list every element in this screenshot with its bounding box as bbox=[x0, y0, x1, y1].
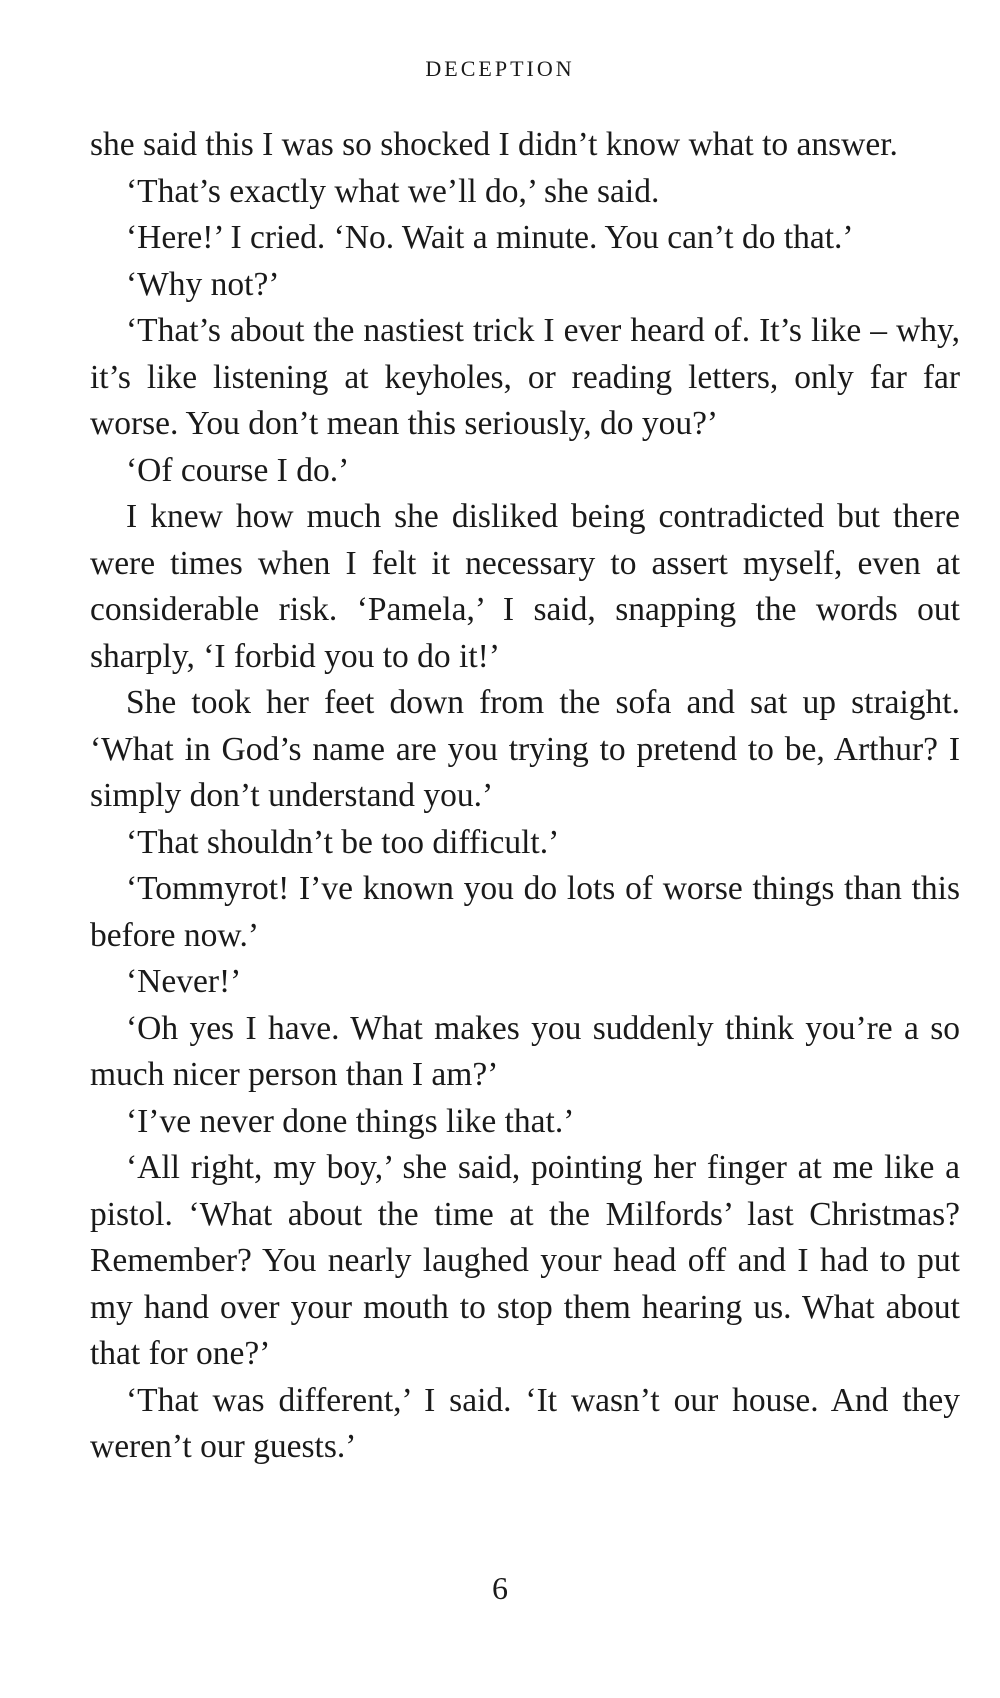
paragraph: I knew how much she disliked being contradicted but there were times when I felt it necessary to assert myself, even at considerable risk. ‘Pamela,’ I said, snapping the words out sharply, ‘I forbid you to do it!’ bbox=[90, 498, 960, 675]
paragraph: she said this I was so shocked I didn’t know what to answer. bbox=[90, 126, 898, 163]
paragraph: ‘That’s about the nastiest trick I ever heard of. It’s like – why, it’s like listening at keyholes, or reading letters, only far far worse. You don’t mean this seriously, do you?’ bbox=[90, 312, 960, 442]
paragraph: ‘That shouldn’t be too difficult.’ bbox=[126, 823, 560, 861]
paragraph: ‘Oh yes I have. What makes you suddenly think you’re a so much nicer person than I am?’ bbox=[90, 1009, 960, 1093]
page-number: 6 bbox=[492, 1570, 508, 1606]
paragraph: ‘Of course I do.’ bbox=[126, 451, 350, 489]
running-head: DECEPTION bbox=[425, 56, 575, 81]
paragraph: She took her feet down from the sofa and sat up straight. ‘What in God’s name are you trying to pretend to be, Arthur? I simply don’t understand you.’ bbox=[90, 684, 960, 814]
paragraph: ‘Why not?’ bbox=[126, 265, 280, 303]
body-text bbox=[90, 122, 960, 1471]
paragraph: ‘Tommyrot! I’ve known you do lots of worse things than this before now.’ bbox=[90, 870, 960, 954]
paragraph: ‘Here!’ I cried. ‘No. Wait a minute. You can’t do that.’ bbox=[126, 219, 854, 256]
paragraph: ‘That’s exactly what we’ll do,’ she said. bbox=[126, 172, 660, 210]
paragraph: ‘I’ve never done things like that.’ bbox=[126, 1102, 575, 1140]
paragraph: ‘Never!’ bbox=[126, 963, 242, 1000]
paragraph: ‘All right, my boy,’ she said, pointing her finger at me like a pistol. ‘What about the time at the Milfords’ last Christmas? Remember? You nearly laughed your head off and I had to put my hand over your mouth to stop them hearing us. What about that for one?’ bbox=[90, 1149, 960, 1372]
paragraph: ‘That was different,’ I said. ‘It wasn’t our house. And they weren’t our guests.’ bbox=[90, 1381, 960, 1465]
